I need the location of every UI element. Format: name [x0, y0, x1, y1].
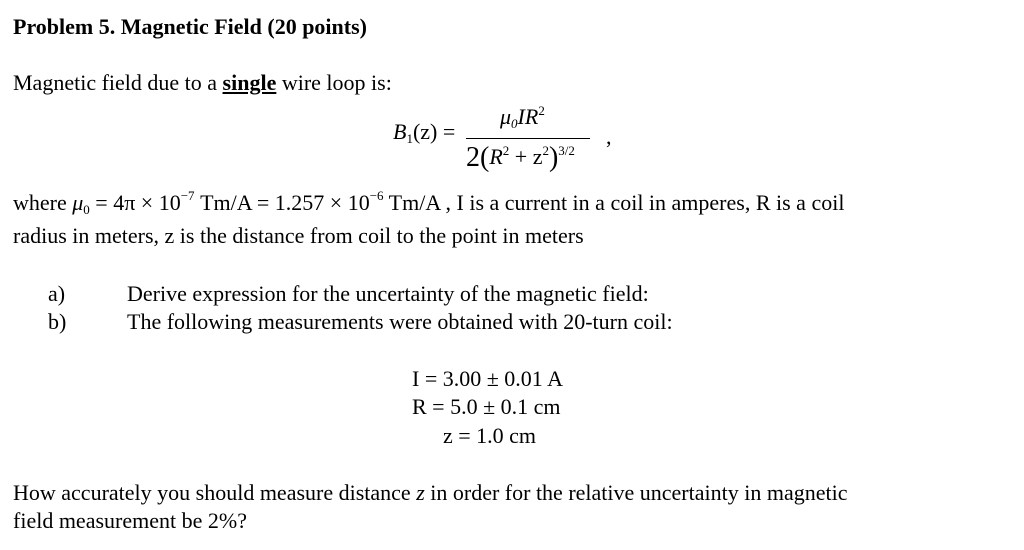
formula-b-subscript: 1	[406, 131, 413, 146]
formula-den-power: 3/2	[558, 143, 575, 158]
measurement-distance: z = 1.0 cm	[443, 423, 537, 448]
mu-value: = 4π × 10	[89, 190, 181, 215]
formula-den-z-exp: 2	[542, 143, 549, 158]
formula-numerator	[500, 103, 545, 132]
intro-emphasis: single	[222, 70, 277, 95]
item-marker-a: a)	[48, 281, 66, 306]
formula-den-r-exp: 2	[502, 143, 510, 158]
definitions-rest: Tm/A , I is a current in a coil in amperes, R is a coil	[383, 190, 845, 215]
question-line-2: field measurement be 2%?	[13, 508, 247, 533]
item-text-a: Derive expression for the uncertainty of the magnetic field:	[127, 281, 649, 306]
problem-title: Problem 5. Magnetic Field (20 points)	[13, 14, 367, 39]
where-word: where	[13, 190, 73, 215]
question-line-1	[13, 480, 847, 506]
formula-denominator	[466, 142, 575, 174]
question-suffix: in order for the relative uncertainty in magnetic	[424, 480, 848, 505]
fraction-line	[466, 138, 590, 139]
formula-lhs-arg: (z) =	[412, 119, 456, 144]
formula-comma: ,	[606, 124, 612, 149]
formula-den-r: R	[489, 144, 503, 169]
mu-value-alt: Tm/A = 1.257 × 10	[194, 190, 370, 215]
item-text-b: The following measurements were obtained with 20-turn coil:	[127, 309, 673, 334]
definitions-line-2: radius in meters, z is the distance from coil to the point in meters	[13, 223, 584, 248]
mu-symbol: μ	[72, 190, 84, 215]
measurement-radius: R = 5.0 ± 0.1 cm	[412, 394, 561, 419]
definitions-line-1	[13, 188, 844, 218]
formula-mu: μ	[500, 104, 512, 129]
formula-num-rest: IR	[517, 104, 539, 129]
intro-text	[13, 70, 392, 96]
magnetic-field-formula	[393, 100, 633, 182]
measurement-current: I = 3.00 ± 0.01 A	[412, 366, 563, 391]
mu-exponent-1: −7	[180, 188, 195, 203]
formula-mu-sub: 0	[511, 116, 518, 131]
formula-den-open: 2(	[466, 142, 490, 173]
formula-den-plus: + z	[509, 144, 543, 169]
intro-suffix: wire loop is:	[276, 70, 392, 95]
formula-lhs	[393, 119, 455, 147]
formula-num-exp: 2	[538, 103, 545, 118]
formula-den-close: )	[548, 142, 559, 173]
mu-subscript: 0	[83, 202, 90, 217]
item-marker-b: b)	[48, 309, 67, 334]
question-prefix: How accurately you should measure distance	[13, 480, 417, 505]
formula-b-symbol: B	[393, 119, 407, 144]
mu-exponent-2: −6	[369, 188, 384, 203]
question-variable: z	[416, 480, 425, 505]
intro-prefix: Magnetic field due to a	[13, 70, 223, 95]
